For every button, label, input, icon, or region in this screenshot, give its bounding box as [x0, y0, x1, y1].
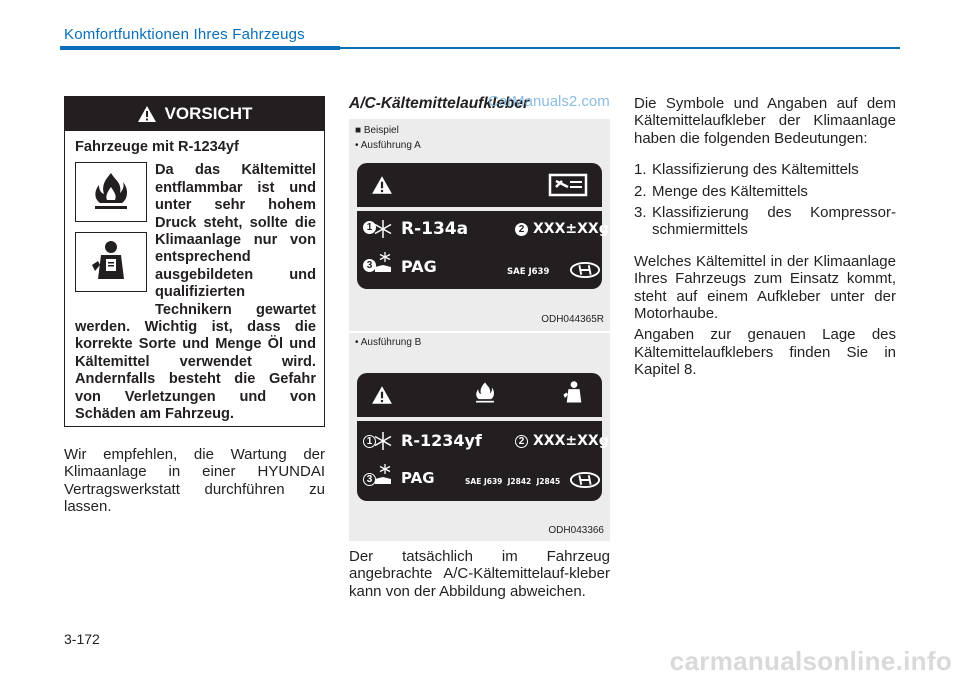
caution-header: [65, 97, 324, 131]
caution-box: [64, 96, 325, 427]
hyundai-logo-icon: [569, 261, 601, 279]
refrigerant-snowflake-icon: [373, 431, 393, 451]
version-b-caption: • Ausführung B: [355, 337, 422, 348]
technician-icon-box: [75, 232, 147, 292]
symbols-intro: Die Symbole und Angaben auf dem Kältemittelaufkleber der Klimaanlage haben die folgenden Bedeutungen:: [634, 95, 896, 147]
warning-triangle-icon: [137, 105, 157, 123]
list-item: 1. Klassifizierung des Kältemittels: [634, 161, 859, 179]
figure-version-b: [349, 333, 610, 541]
list-item: 3. Klassifizierung des Kompressor-schmiermittels: [634, 204, 896, 239]
oil-type-b: PAG: [401, 469, 435, 487]
refrigerant-type-b: R-1234yf: [401, 431, 482, 450]
caution-heading: VORSICHT: [164, 104, 253, 123]
example-label: ■ Beispiel: [355, 125, 399, 136]
warning-triangle-icon: [371, 175, 393, 195]
refrigerant-snowflake-icon: [373, 219, 393, 239]
refrigerant-amount-a: XXX±XXg: [533, 221, 609, 237]
header-rule-thick: [60, 46, 340, 50]
flammable-icon: [86, 169, 136, 215]
figure-version-a: [349, 119, 610, 331]
chapter-reference-text: Angaben zur genauen Lage des Kältemittelaufklebers finden Sie in Kapitel 8.: [634, 326, 896, 379]
flammable-icon: [471, 379, 499, 407]
oil-can-snowflake-icon: [373, 463, 395, 485]
marker-1: 1: [363, 435, 376, 448]
marker-3: 3: [363, 473, 376, 486]
refrigerant-label-title: A/C-Kältemittelaufkleber: [349, 95, 530, 112]
refrigerant-amount-b: XXX±XXg: [533, 433, 609, 449]
site-watermark: CarManuals2.com: [488, 93, 610, 110]
sae-standard-a: SAE J639: [507, 267, 550, 277]
symbols-list: [634, 161, 896, 239]
service-manual-icon: [548, 173, 588, 197]
marker-2: 2: [515, 435, 528, 448]
marker-1: 1: [363, 221, 376, 234]
marker-3: 3: [363, 259, 376, 272]
oil-can-snowflake-icon: [373, 251, 395, 273]
sae-standard-b: SAE J639 J2842 J2845: [465, 477, 561, 486]
right-column: [634, 95, 896, 393]
figure-code-b: ODH043366: [548, 525, 604, 536]
marker-2: 2: [515, 223, 528, 236]
list-item: 2. Menge des Kältemittels: [634, 182, 808, 200]
technician-manual-icon: [86, 239, 136, 285]
refrigerant-label-a: [357, 163, 609, 289]
section-header: Komfortfunktionen Ihres Fahrzeugs: [64, 26, 305, 43]
caution-text: Da das Kältemittel entflammbar ist und unter sehr hohem Druck steht, sollte die Klimaanlage nur von entsprechend ausgebildeten und qualifizierten Technikern gewartet werden. Wichtig ist, dass die korrekte Sorte und Menge Öl und Kältemittel verwendet wird. Andernfalls besteht die Gefahr von Verletzungen und von Schäden am Fahrzeug.: [75, 162, 316, 423]
footer-watermark: carmanualsonline.info: [669, 646, 952, 676]
technician-manual-icon: [560, 379, 588, 407]
refrigerant-location-text: Welches Kältemittel in der Klimaanlage Ihres Fahrzeugs zum Einsatz kommt, steht auf einem Aufkleber unter der Motorhaube.: [634, 252, 896, 323]
page-number: 3-172: [64, 631, 100, 647]
header-rule-thin: [340, 47, 900, 49]
service-recommendation: Wir empfehlen, die Wartung der Klimaanlage in einer HYUNDAI Vertragswerkstatt durchführen zu lassen.: [64, 446, 325, 516]
warning-triangle-icon: [371, 385, 393, 405]
version-a-caption: • Ausführung A: [355, 140, 421, 151]
hyundai-logo-icon: [569, 471, 601, 489]
flammable-icon-box: [75, 162, 147, 222]
oil-type-a: PAG: [401, 257, 437, 276]
caution-subheading: Fahrzeuge mit R-1234yf: [75, 139, 239, 155]
figure-code-a: ODH044365R: [541, 314, 604, 325]
refrigerant-type-a: R-134a: [401, 219, 469, 239]
label-deviation-note: Der tatsächlich im Fahrzeug angebrachte A/C-Kältemittelauf-kleber kann von der Abbildung abweichen.: [349, 548, 610, 600]
refrigerant-label-b: [357, 373, 609, 501]
